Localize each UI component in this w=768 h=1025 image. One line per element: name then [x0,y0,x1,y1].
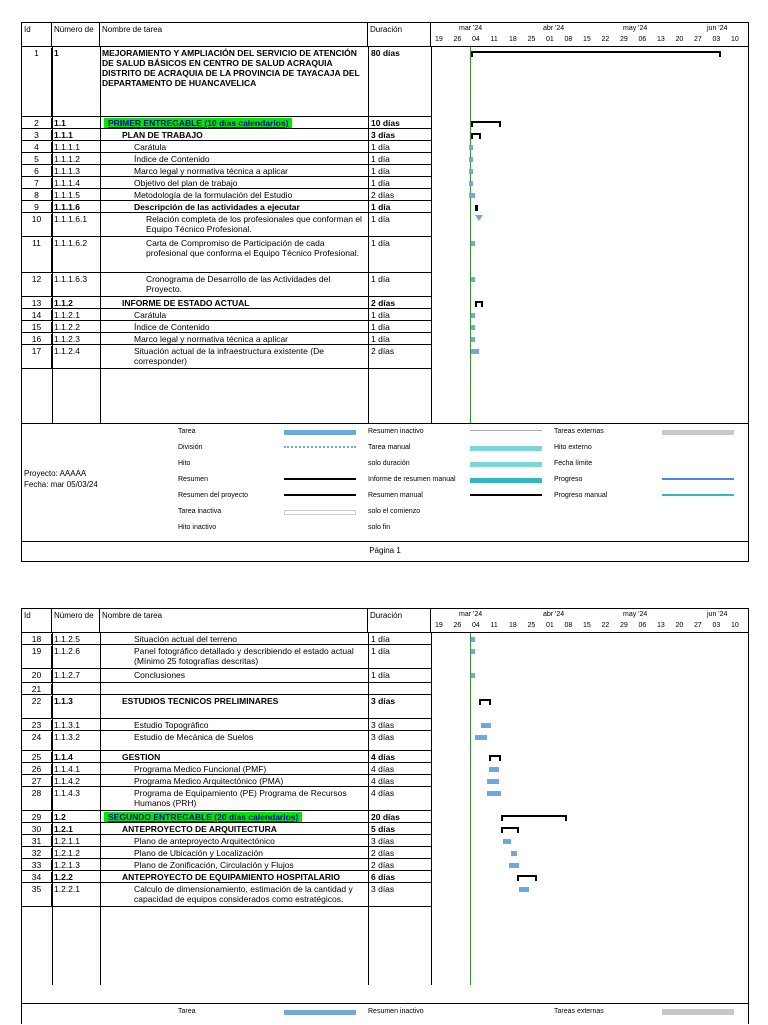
task-number: 1.1.1.6.3 [54,274,88,284]
task-duration: 1 día [371,310,390,320]
task-number: 1.1.1.4 [54,178,80,188]
task-duration: 2 días [371,298,396,308]
task-number: 1.1.2.5 [54,634,80,644]
task-bar[interactable] [469,181,473,186]
legend-label: Tareas externas [554,428,604,435]
task-id: 33 [22,860,52,871]
task-duration: 1 día [371,166,390,176]
table-row[interactable] [22,847,431,859]
table-row[interactable] [22,731,431,751]
task-number: 1.1.4.1 [54,764,80,774]
task-id: 3 [22,130,52,141]
task-id: 14 [22,310,52,321]
task-table [22,47,748,423]
task-number: 1.1.1.6 [54,202,80,212]
task-number: 1.2.1 [54,824,73,834]
status-date-line [470,633,471,985]
timeline-day-label: 29 [620,36,628,43]
table-row[interactable] [22,823,431,835]
task-id: 12 [22,274,52,297]
timeline-day-label: 11 [490,36,498,43]
summary-bar[interactable] [501,815,567,818]
task-id: 16 [22,334,52,345]
legend-2: Tarea Resumen inactivo Tareas externas [22,1003,748,1025]
task-name[interactable]: Estudio Topográfico [134,720,209,730]
task-duration: 1 día [371,670,390,680]
task-number: 1.1.1.2 [54,154,80,164]
legend-swatch [284,462,356,467]
task-bar[interactable] [519,887,529,892]
task-duration: 2 días [371,848,395,858]
task-number: 1.1.3 [54,696,73,706]
task-bar[interactable] [471,325,475,330]
task-id: 20 [22,670,52,683]
summary-bar[interactable] [471,133,481,136]
task-id: 7 [22,178,52,189]
legend-label: Resumen del proyecto [178,492,249,499]
task-name[interactable]: Cronograma de Desarrollo de las Actividades del Proyecto. [146,274,331,294]
table-row[interactable] [22,153,431,165]
task-number: 1.2.1.3 [54,860,80,870]
task-number: 1.1 [54,118,66,128]
task-name[interactable]: Índice de Contenido [134,322,210,332]
summary-bar[interactable] [471,51,721,54]
timeline-day-label: 08 [564,36,573,43]
task-number: 1.1.2.4 [54,346,80,356]
task-name[interactable]: Relación completa de los profesionales que conforman el Equipo Técnico Profesional. [146,214,362,234]
table-row[interactable] [22,695,431,719]
task-name[interactable]: Estudio de Mecánica de Suelos [134,732,254,742]
task-id: 19 [22,646,52,669]
timeline-day-label: 19 [435,36,443,43]
task-name[interactable]: Carátula [134,142,167,152]
task-duration: 10 días [371,118,400,128]
legend-swatch [470,510,542,515]
task-name[interactable]: Descripción de las actividades a ejecutar [134,202,300,212]
table-row[interactable] [22,787,431,811]
table-row[interactable] [22,129,431,141]
task-duration: 5 días [371,824,396,834]
summary-bar[interactable] [489,755,501,758]
task-name[interactable]: Programa Medico Arquitectónico (PMA) [134,776,284,786]
task-number: 1 [54,48,59,58]
task-bar[interactable] [469,157,473,162]
task-number: 1.1.2.6 [54,646,80,656]
timeline-day-label: 26 [453,36,462,43]
task-duration: 1 día [371,274,390,284]
timeline-day-label: 06 [638,622,647,629]
milestone-marker[interactable] [475,215,483,221]
legend-label: solo duración [368,460,410,467]
timeline-day-label: 26 [453,622,462,629]
task-id: 24 [22,732,52,751]
task-id: 35 [22,884,52,907]
task-duration: 3 días [371,732,395,742]
table-row[interactable] [22,775,431,787]
legend-swatch [284,446,356,451]
summary-bar[interactable] [479,699,491,702]
legend-label: Fecha límite [554,460,593,467]
status-date-line [470,47,471,423]
timeline-day-label: 01 [546,622,554,629]
table-row[interactable] [22,835,431,847]
timeline-header: mar '24 abr '24 may '24 jun '24 19 26 04 11 18 25 01 08 15 22 29 06 13 20 27 03 10 [435,25,739,43]
task-duration: 1 día [371,202,391,212]
summary-bar[interactable] [471,121,501,124]
task-bar[interactable] [471,349,479,354]
legend-swatch [662,462,734,467]
legend-swatch [284,494,356,499]
legend-label: Hito [178,460,191,467]
timeline-day-label: 04 [472,622,480,629]
task-duration: 1 día [371,154,390,164]
gantt-page-2 [21,608,749,1024]
task-id: 34 [22,872,52,883]
legend-swatch [662,478,734,483]
task-duration: 3 días [371,720,395,730]
task-number: 1.2.1.1 [54,836,80,846]
table-row[interactable] [22,345,431,369]
table-header-2: Id Número de Nombre de tarea Duración mar '24 abr '24 may '24 jun '24 19 26 04 11 18 25 01 08 15 22 29 06 13 20 27 03 10 [22,609,748,633]
timeline-day-label: 22 [601,36,610,43]
legend-swatch [662,446,734,451]
task-name[interactable]: ANTEPROYECTO DE ARQUITECTURA [122,824,277,834]
task-bar[interactable] [511,851,517,856]
task-id: 29 [22,812,52,823]
task-number: 1.1.3.2 [54,732,80,742]
table-row[interactable] [22,719,431,731]
task-number: 1.2.2.1 [54,884,80,894]
timeline-day-label: 19 [435,622,443,629]
timeline-day-label: 10 [731,622,739,629]
legend-swatch [662,430,734,435]
task-id: 27 [22,776,52,787]
legend-swatch [662,494,734,499]
task-number: 1.1.3.1 [54,720,80,730]
task-duration: 1 día [371,334,390,344]
header-duracion: Duración [368,23,431,46]
legend-swatch [284,430,356,435]
task-number: 1.1.2.1 [54,310,80,320]
task-duration: 1 día [371,178,390,188]
table-row[interactable] [22,751,431,763]
timeline-day-label: 18 [509,36,517,43]
table-row[interactable] [22,117,431,129]
timeline-day-label: 25 [527,36,536,43]
task-id: 13 [22,298,52,309]
legend-swatch [470,446,542,451]
timeline-day-label: 13 [657,622,665,629]
timeline-day-label: 18 [509,622,517,629]
task-duration: 4 días [371,764,395,774]
task-number: 1.1.1.3 [54,166,80,176]
task-bar[interactable] [471,277,475,282]
deliverable-highlight: PRIMER ENTREGABLE (10 días calendarios) [104,118,292,128]
task-duration: 1 día [371,214,390,224]
task-number: 1.1.4.3 [54,788,80,798]
task-name[interactable]: Plano de Zonificación, Circulación y Flujos [134,860,294,870]
task-id: 23 [22,720,52,731]
task-duration: 1 día [371,142,390,152]
task-bar[interactable] [471,637,475,642]
task-duration: 3 días [371,696,396,706]
task-name[interactable] [104,118,359,128]
table-row[interactable] [22,871,431,883]
task-bar[interactable] [471,673,475,678]
timeline-day-label: 03 [712,36,721,43]
header-nombre: Nombre de tarea [100,23,368,46]
header-id: Id [22,23,52,46]
task-id: 1 [22,48,52,117]
timeline-day-label: 04 [472,36,480,43]
task-number: 1.1.4 [54,752,73,762]
task-id: 11 [22,238,52,273]
task-duration: 3 días [371,836,395,846]
legend-label: Tarea [178,428,196,435]
task-number: 1.2.1.2 [54,848,80,858]
legend-label: Tarea manual [368,444,411,451]
task-id: 30 [22,824,52,835]
task-id: 10 [22,214,52,237]
task-number: 1.2 [54,812,66,822]
task-duration: 2 días [371,346,395,356]
task-name[interactable]: Carta de Compromiso de Participación de cada profesional que conforma el Equipo Técnico Profesional. [146,238,359,258]
task-id: 28 [22,788,52,811]
legend-label: solo el comienzo [368,508,421,515]
table-row[interactable] [22,763,431,775]
table-row[interactable] [22,309,431,321]
task-duration: 1 día [371,238,390,248]
legend-swatch [284,510,356,515]
page-footer: Página 1 [22,541,748,563]
table-row[interactable] [22,297,431,309]
task-bar[interactable] [471,313,475,318]
table-row[interactable] [22,189,431,201]
timeline-day-label: 11 [490,622,498,629]
timeline-day-label: 08 [564,622,573,629]
task-duration: 1 día [371,634,390,644]
legend-label: Resumen [178,476,208,483]
legend-swatch [470,478,542,483]
legend-swatch [284,526,356,531]
task-name[interactable]: Programa Medico Funcional (PMF) [134,764,267,774]
task-name[interactable]: ESTUDIOS TECNICOS PRELIMINARES [122,696,279,706]
task-id: 8 [22,190,52,201]
task-name[interactable]: MEJORAMIENTO Y AMPLIACIÓN DEL SERVICIO DE ATENCIÓN DE SALUD BÁSICOS EN CENTRO DE SALUD ACRAQUIA DISTRITO DE ACRAQUIA DE LA PROVINCIA DE TAYACAJA DEL DEPARTAMENTO DE HUANCAVELICA [102,48,360,88]
timeline-day-label: 13 [657,36,665,43]
task-name[interactable]: Índice de Contenido [134,154,210,164]
task-bar[interactable] [471,241,475,246]
timeline-day-label: 22 [601,622,610,629]
task-number: 1.1.1.5 [54,190,80,200]
timeline-day-label: 29 [620,622,628,629]
task-id: 9 [22,202,52,213]
task-name[interactable]: Metodología de la formulación del Estudio [134,190,293,200]
timeline-day-label: 25 [527,622,536,629]
timeline-day-label: 15 [583,622,591,629]
task-bar[interactable] [487,779,499,784]
task-id: 18 [22,634,52,645]
task-number: 1.1.4.2 [54,776,80,786]
table-row[interactable] [22,165,431,177]
task-duration: 2 días [371,860,395,870]
summary-bar[interactable] [501,827,519,830]
task-number: 1.1.2.2 [54,322,80,332]
table-row[interactable] [22,645,431,669]
task-name[interactable]: Plano de Ubicación y Localización [134,848,263,858]
header-numero: Número de [52,23,100,46]
table-row[interactable] [22,213,431,237]
task-bar[interactable] [471,649,475,654]
task-id: 32 [22,848,52,859]
task-number: 1.1.1.6.1 [54,214,88,224]
task-bar[interactable] [471,337,475,342]
summary-bar[interactable] [517,875,537,878]
task-name[interactable]: Marco legal y normativa técnica a aplicar [134,166,289,176]
task-duration: 4 días [371,788,395,798]
legend-label: Progreso manual [554,492,608,499]
timeline-day-label: 03 [712,622,721,629]
timeline-day-label: 20 [675,36,684,43]
task-id: 21 [22,684,52,695]
legend-label: División [178,444,203,451]
legend-label: Informe de resumen manual [368,476,456,483]
task-number: 1.1.2 [54,298,73,308]
task-duration: 1 día [371,322,390,332]
legend-label: Resumen manual [368,492,423,499]
task-duration: 1 día [371,646,390,656]
task-duration: 3 días [371,884,395,894]
table-row[interactable] [22,237,431,273]
task-bar[interactable] [469,145,473,150]
timeline-day-label: 27 [694,622,702,629]
task-name[interactable]: INFORME DE ESTADO ACTUAL [122,298,250,308]
table-row[interactable] [22,669,431,683]
legend-label: Progreso [554,476,583,483]
task-number: 1.1.1 [54,130,73,140]
task-bar[interactable] [487,791,501,796]
task-duration: 20 días [371,812,400,822]
legend-swatch [470,462,542,467]
task-bar[interactable] [469,193,475,198]
timeline-day-label: 27 [694,36,702,43]
legend-swatch [470,430,542,435]
task-bar[interactable] [509,863,519,868]
table-row[interactable] [22,321,431,333]
task-number: 1.1.2.7 [54,670,80,680]
summary-bar[interactable] [475,301,483,304]
table-row[interactable] [22,333,431,345]
task-name[interactable]: Programa de Equipamiento (PE) Programa de Recursos Humanos (PRH) [134,788,347,808]
task-name[interactable]: Situación actual del terreno [134,634,238,644]
table-row[interactable] [22,859,431,871]
task-id: 26 [22,764,52,775]
task-name[interactable]: Plano de anteproyecto Arquitectónico [134,836,275,846]
table-row[interactable] [22,177,431,189]
legend-swatch [470,526,542,531]
task-name[interactable]: Marco legal y normativa técnica a aplicar [134,334,289,344]
task-id: 6 [22,166,52,177]
task-number: 1.2.2 [54,872,73,882]
table-row[interactable] [22,683,431,695]
legend-label: Hito externo [554,444,592,451]
task-duration: 80 días [371,48,400,58]
legend-label: solo fin [368,524,391,531]
task-id: 25 [22,752,52,763]
timeline-day-label: 01 [546,36,554,43]
task-name[interactable]: Situación actual de la infraestructura existente (De corresponder) [134,346,324,366]
task-number: 1.1.1.6.2 [54,238,88,248]
task-name[interactable]: ANTEPROYECTO DE EQUIPAMIENTO HOSPITALARIO [122,872,341,882]
gantt-page-1 [21,22,749,562]
legend-label: Tarea inactiva [178,508,222,515]
table-header [22,23,748,47]
task-duration: 6 días [371,872,396,882]
summary-bar[interactable] [475,205,478,208]
table-row[interactable] [22,47,431,117]
table-row[interactable] [22,883,431,907]
task-bar[interactable] [489,767,499,772]
timeline-day-label: 20 [675,622,684,629]
task-id: 5 [22,154,52,165]
task-duration: 2 días [371,190,395,200]
task-name[interactable]: Calculo de dimensionamiento, estimación de la cantidad y capacidad de equipos considerados como estratégicos. [134,884,353,904]
task-bar[interactable] [481,723,491,728]
task-duration: 4 días [371,752,396,762]
table-row[interactable] [22,141,431,153]
task-name[interactable]: GESTION [122,752,161,762]
task-id: 4 [22,142,52,153]
task-duration: 3 días [371,130,396,140]
task-name[interactable]: Objetivo del plan de trabajo [134,178,238,188]
table-row[interactable] [22,273,431,297]
task-id: 17 [22,346,52,369]
task-bar[interactable] [475,735,487,740]
task-name[interactable]: Panel fotográfico detallado y describiendo el estado actual (Mínimo 25 fotografías descritas) [134,646,354,666]
task-duration: 4 días [371,776,395,786]
task-name[interactable]: Conclusiones [134,670,186,680]
deliverable-highlight: SEGUNDO ENTREGABLE (20 días calendarios) [104,812,302,822]
project-info: Proyecto: AAAAA Fecha: mar 05/03/24 [24,469,98,489]
table-row[interactable] [22,201,431,213]
legend-swatch [284,478,356,483]
task-id: 31 [22,836,52,847]
timeline-day-label: 10 [731,36,739,43]
task-name[interactable]: PLAN DE TRABAJO [122,130,203,140]
task-id: 15 [22,322,52,333]
task-name[interactable] [104,812,359,822]
table-row[interactable] [22,633,431,645]
task-number: 1.1.1.1 [54,142,80,152]
task-bar[interactable] [469,169,473,174]
task-id: 22 [22,696,52,719]
timeline-day-label: 06 [638,36,647,43]
timeline-day-label: 15 [583,36,591,43]
task-bar[interactable] [503,839,511,844]
task-name[interactable]: Carátula [134,310,167,320]
legend-label: Hito inactivo [178,524,217,531]
legend-label: Resumen inactivo [368,428,424,435]
legend-swatch [470,494,542,499]
table-row[interactable] [22,811,431,823]
task-id: 2 [22,118,52,129]
legend [22,423,748,541]
timeline-header-2: mar '24 abr '24 may '24 jun '24 19 26 04 11 18 25 01 08 15 22 29 06 13 20 27 03 10 [435,611,739,629]
task-table-2 [22,633,748,985]
task-number: 1.1.2.3 [54,334,80,344]
